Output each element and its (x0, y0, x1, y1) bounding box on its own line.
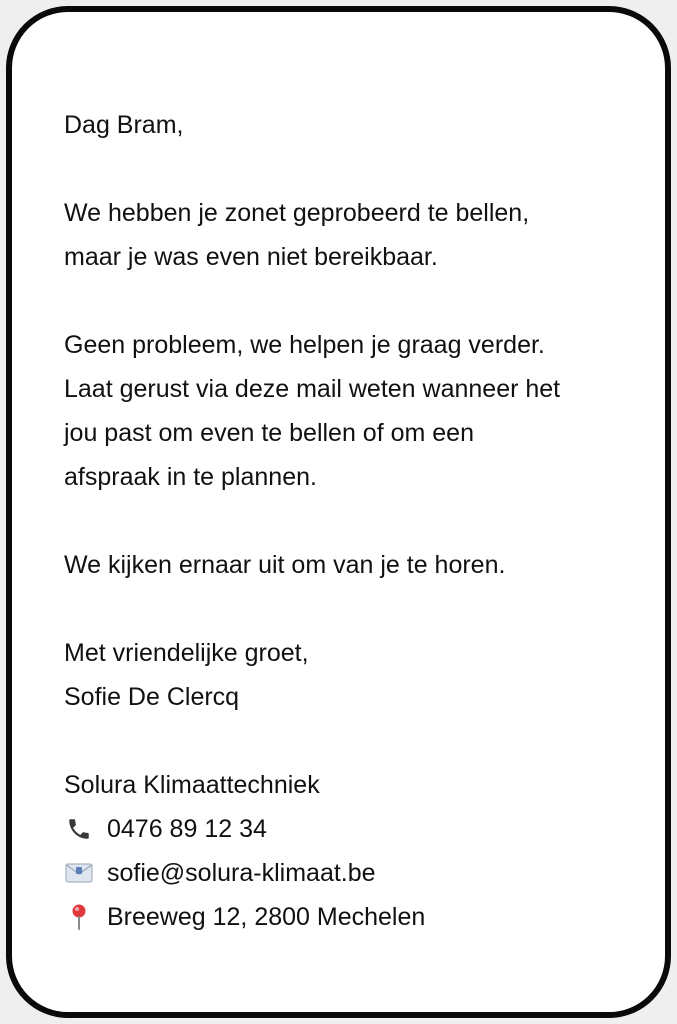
email-body (64, 103, 654, 939)
phone-icon (64, 814, 94, 844)
email-card (6, 6, 671, 1018)
paragraph-2-line: afspraak in te plannen. (64, 463, 317, 491)
closing: Met vriendelijke groet, (64, 639, 309, 667)
greeting: Dag Bram, (64, 111, 184, 139)
paragraph-2-line: Laat gerust via deze mail weten wanneer het (64, 375, 561, 403)
paragraph-1-line: maar je was even niet bereikbaar. (64, 243, 438, 271)
envelope-icon (64, 858, 94, 888)
phone-number[interactable]: 0476 89 12 34 (107, 815, 267, 843)
paragraph-1-line: We hebben je zonet geprobeerd te bellen, (64, 199, 530, 227)
phone-row (64, 807, 654, 851)
pin-icon (64, 902, 94, 932)
address-row (64, 895, 654, 939)
paragraph-2-line: Geen probleem, we helpen je graag verder. (64, 331, 545, 359)
email-address[interactable]: sofie@solura-klimaat.be (107, 859, 376, 887)
company-name: Solura Klimaattechniek (64, 771, 320, 799)
paragraph-2-line: jou past om even te bellen of om een (64, 419, 474, 447)
address: Breeweg 12, 2800 Mechelen (107, 903, 426, 931)
paragraph-3-line: We kijken ernaar uit om van je te horen. (64, 551, 506, 579)
email-row (64, 851, 654, 895)
sender-name: Sofie De Clercq (64, 683, 240, 711)
